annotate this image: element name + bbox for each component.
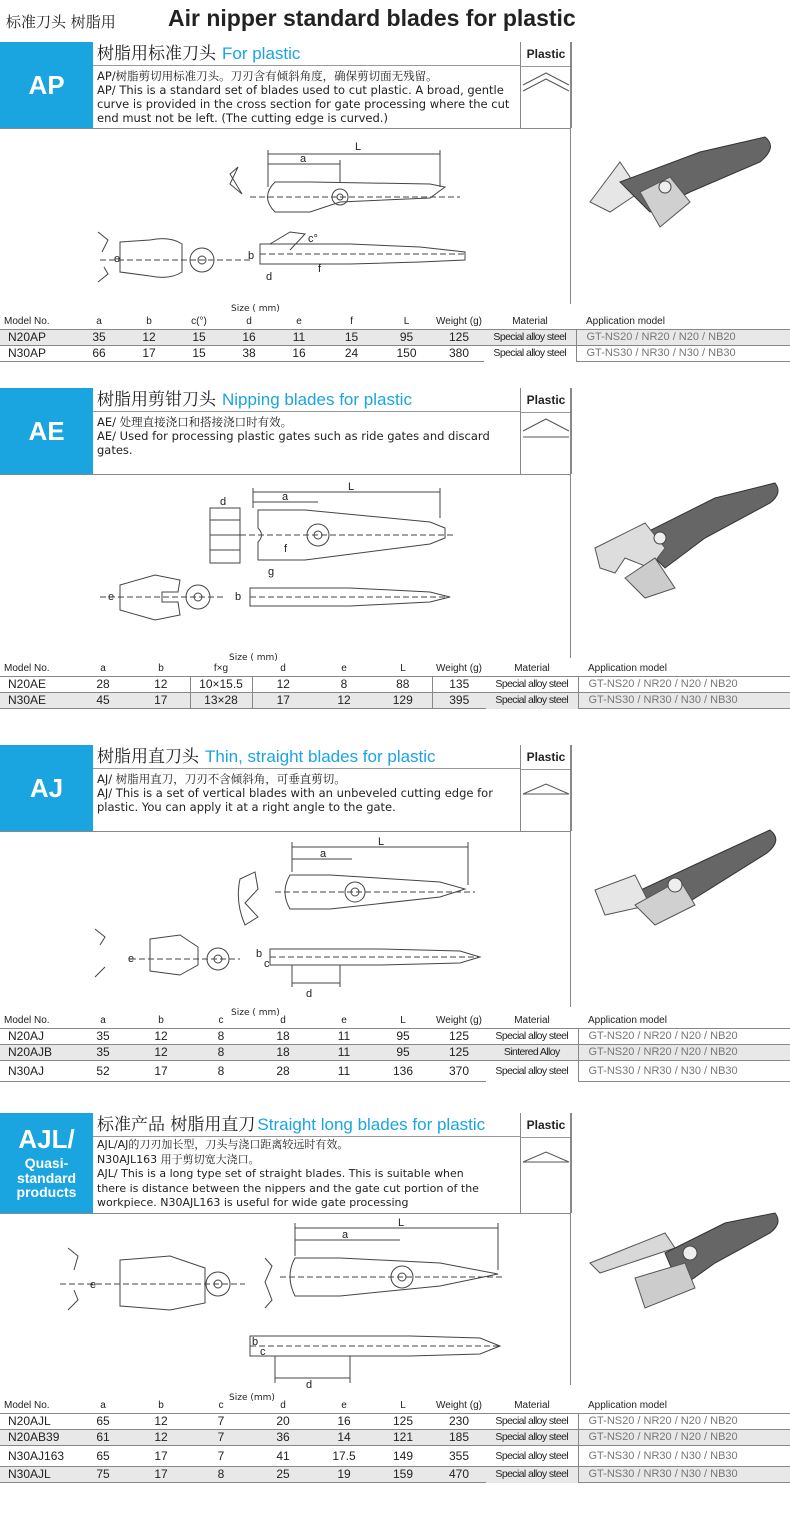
table-cell: N30AE (0, 693, 74, 709)
description-line: AJ/ 树脂用直刀，刀刃不含倾斜角，可垂直剪切。 (97, 772, 346, 786)
section-description (93, 66, 520, 128)
table-header: f (350, 316, 353, 327)
table-cell: 8 (190, 1045, 252, 1061)
description-line: AJL/ This is a long type set of straight blades. This is suitable when (97, 1167, 464, 1180)
table-cell: 7 (190, 1414, 252, 1430)
table-cell: N20AJB (0, 1045, 74, 1061)
table-cell: 395 (432, 693, 486, 709)
table-cell: 35 (74, 330, 124, 346)
dim-label-b: b (248, 250, 255, 262)
table-header: a (100, 663, 106, 674)
table-header: f×g (213, 663, 229, 674)
dim-label-L: L (348, 481, 355, 493)
description-line: AP/树脂剪切用标准刀头。刀刃含有倾斜角度，确保剪切面无残留。 (97, 69, 438, 83)
table-cell: 65 (74, 1446, 132, 1467)
header-title-cn: 标准刀头 树脂用 (6, 13, 116, 31)
description-line: plastic. You can apply it at a right angle to the gate. (97, 800, 396, 814)
description-line: AE/ Used for processing plastic gates such as ride gates and discard (97, 429, 490, 443)
product-photo (585, 1208, 785, 1338)
table-row (0, 1467, 790, 1483)
size-caption: Size ( mm) (231, 304, 280, 314)
section-title-cn: 标准产品 树脂用直刀 (97, 1115, 256, 1135)
table-cell: 355 (432, 1446, 486, 1467)
table-cell: Sintered Alloy (486, 1045, 578, 1061)
size-caption: Size ( mm) (229, 653, 278, 663)
dim-label-c: c (264, 958, 270, 970)
table-cell: 129 (374, 693, 432, 709)
table-cell: GT-NS30 / NR30 / N30 / NB30 (578, 1467, 790, 1483)
description-line: there is distance between the nippers and the gate cut portion of the (97, 1181, 479, 1195)
table-row (0, 1446, 790, 1467)
section-title (93, 1113, 520, 1137)
table-header: Model No. (4, 1015, 50, 1026)
table-cell: GT-NS20 / NR20 / N20 / NB20 (578, 1414, 790, 1430)
table-cell: 125 (434, 330, 484, 346)
description-line: AP/ This is a standard set of blades used to cut plastic. A broad, gentle (97, 83, 504, 97)
table-header: e (341, 1400, 347, 1411)
table-cell: 17 (132, 1467, 190, 1483)
table-cell: 380 (434, 346, 484, 362)
dim-label-a: a (320, 848, 327, 860)
table-cell: 8 (190, 1467, 252, 1483)
table-header: Application model (588, 1400, 667, 1411)
description-line: AE/ 处理直接浇口和搭接浇口时有效。 (97, 415, 293, 429)
table-header: e (341, 1015, 347, 1026)
table-header: d (280, 1015, 286, 1026)
table-header: b (158, 663, 164, 674)
table-cell: 7 (190, 1430, 252, 1446)
dim-label-a: a (342, 1229, 349, 1241)
blade-profile-icon (521, 413, 571, 473)
table-cell: GT-NS20 / NR20 / N20 / NB20 (576, 330, 790, 346)
technical-drawing (90, 132, 490, 302)
table-header: d (280, 1400, 286, 1411)
table-cell: 15 (174, 330, 224, 346)
table-header: Material (514, 1015, 550, 1026)
dim-label-c: c° (308, 233, 318, 245)
description-line: AJL/AJ的刀刃加长型，刀头与浇口距离较远时有效。 (97, 1138, 349, 1151)
table-header: d (246, 316, 252, 327)
technical-drawing (90, 480, 490, 640)
table-header: a (100, 1015, 106, 1026)
section-code-box (0, 42, 93, 128)
spec-table (0, 1013, 790, 1082)
dim-label-e: e (108, 591, 115, 603)
table-cell: Special alloy steel (486, 1029, 578, 1045)
table-cell: 125 (432, 1029, 486, 1045)
table-cell: N20AJ (0, 1029, 74, 1045)
table-cell: 16 (274, 346, 324, 362)
description-line: N30AJL163 用于剪切宽大浇口。 (97, 1152, 260, 1166)
table-cell: N20AP (0, 330, 74, 346)
table-cell: N20AJL (0, 1414, 74, 1430)
section-title (93, 388, 520, 412)
table-header: c (218, 1400, 224, 1411)
material-badge (520, 745, 572, 831)
table-row (0, 330, 790, 346)
table-cell: 17 (124, 346, 174, 362)
table-header: e (296, 316, 302, 327)
table-cell: N30AJ163 (0, 1446, 74, 1467)
table-cell: 370 (432, 1061, 486, 1082)
table-header: Application model (586, 316, 665, 327)
table-cell: Special alloy steel (486, 1061, 578, 1082)
table-cell: GT-NS30 / NR30 / N30 / NB30 (576, 346, 790, 362)
dim-label-b: b (252, 1336, 259, 1348)
table-header: Application model (588, 663, 667, 674)
section-title-cn: 树脂用直刀头 (97, 747, 199, 767)
table-header: d (280, 663, 286, 674)
table-cell: 470 (432, 1467, 486, 1483)
table-cell: 12 (314, 693, 374, 709)
table-cell: 8 (314, 677, 374, 693)
table-cell: Special alloy steel (486, 693, 578, 709)
table-cell: 12 (252, 677, 314, 693)
table-cell: 14 (314, 1430, 374, 1446)
table-header: Model No. (4, 663, 50, 674)
table-header: Weight (g) (436, 1400, 482, 1411)
table-header: b (146, 316, 152, 327)
dim-label-L: L (378, 837, 385, 848)
table-cell: Special alloy steel (486, 1430, 578, 1446)
table-header: Weight (g) (436, 663, 482, 674)
table-cell: GT-NS30 / NR30 / N30 / NB30 (578, 1061, 790, 1082)
material-badge (520, 388, 572, 474)
table-cell: N30AJ (0, 1061, 74, 1082)
section-code: AJL/ (18, 1123, 75, 1154)
material-label: Plastic (521, 1113, 571, 1138)
table-cell: GT-NS30 / NR30 / N30 / NB30 (578, 693, 790, 709)
product-photo (585, 478, 785, 638)
blade-profile-icon (521, 770, 571, 830)
table-header: a (96, 316, 102, 327)
table-cell: Special alloy steel (484, 330, 576, 346)
table-row (0, 1430, 790, 1446)
table-row (0, 346, 790, 362)
table-cell: 18 (252, 1045, 314, 1061)
material-label: Plastic (521, 388, 571, 413)
dim-label-d: d (266, 271, 273, 283)
table-cell: 12 (132, 677, 190, 693)
material-label: Plastic (521, 745, 571, 770)
table-cell: 19 (314, 1467, 374, 1483)
table-cell: 36 (252, 1430, 314, 1446)
table-cell: 24 (324, 346, 379, 362)
spec-table (0, 1398, 790, 1483)
table-header: L (400, 1015, 406, 1026)
table-header: Weight (g) (436, 1015, 482, 1026)
table-cell: N20AB39 (0, 1430, 74, 1446)
dim-label-c: c (260, 1346, 266, 1358)
blade-profile-icon (521, 67, 571, 127)
description-line: gates. (97, 443, 133, 457)
table-cell: Special alloy steel (484, 346, 576, 362)
table-cell: 17 (132, 693, 190, 709)
description-line: curve is provided in the cross section for gate processing where the cut (97, 97, 510, 111)
section-code: AE (28, 416, 65, 446)
table-header: Model No. (4, 1400, 50, 1411)
table-cell: Special alloy steel (486, 677, 578, 693)
table-cell: 35 (74, 1045, 132, 1061)
product-photo (580, 132, 780, 282)
dim-label-b: b (256, 948, 263, 960)
size-caption: Size ( mm) (231, 1008, 280, 1018)
description-line: AJ/ This is a set of vertical blades with an unbeveled cutting edge for (97, 786, 493, 800)
table-cell: 12 (132, 1414, 190, 1430)
table-cell: Special alloy steel (486, 1446, 578, 1467)
section-title-cn: 树脂用标准刀头 (97, 44, 216, 64)
table-cell: 12 (132, 1430, 190, 1446)
section-ajl (0, 1113, 790, 1526)
table-header: Material (514, 1400, 550, 1411)
section-ap (0, 42, 790, 372)
table-cell: 230 (432, 1414, 486, 1430)
dim-label-a: a (282, 491, 289, 503)
table-cell: 8 (190, 1061, 252, 1082)
section-code-box (0, 745, 93, 831)
table-cell: 61 (74, 1430, 132, 1446)
table-cell: 41 (252, 1446, 314, 1467)
product-photo (585, 825, 785, 975)
table-cell: 52 (74, 1061, 132, 1082)
table-cell: 121 (374, 1430, 432, 1446)
table-cell: 15 (324, 330, 379, 346)
section-title-en: Thin, straight blades for plastic (205, 747, 436, 766)
section-title (93, 42, 520, 66)
table-cell: 28 (252, 1061, 314, 1082)
blade-profile-icon (521, 1138, 571, 1208)
dim-label-d: d (306, 988, 313, 1000)
table-cell: 125 (432, 1045, 486, 1061)
dim-label-e: e (90, 1279, 97, 1291)
dim-label-f: f (318, 263, 322, 275)
table-header: c (218, 1015, 224, 1026)
material-badge (520, 1113, 572, 1213)
section-title (93, 745, 520, 769)
table-cell: 159 (374, 1467, 432, 1483)
section-title-cn: 树脂用剪钳刀头 (97, 390, 216, 410)
table-cell: 16 (314, 1414, 374, 1430)
section-code: AJ (29, 773, 64, 803)
table-cell: 11 (314, 1029, 374, 1045)
table-header: b (158, 1400, 164, 1411)
table-header: Material (512, 316, 548, 327)
table-cell: 7 (190, 1446, 252, 1467)
table-cell: 28 (74, 677, 132, 693)
table-cell: Special alloy steel (486, 1414, 578, 1430)
table-cell: 17 (252, 693, 314, 709)
table-cell: 35 (74, 1029, 132, 1045)
table-header: Weight (g) (436, 316, 482, 327)
table-cell: Special alloy steel (486, 1467, 578, 1483)
dim-label-e: e (128, 953, 135, 965)
dim-label-d: d (306, 1379, 313, 1388)
dim-label-e: e (114, 253, 121, 265)
section-code: AP (28, 70, 65, 100)
table-cell: 11 (274, 330, 324, 346)
table-cell: GT-NS20 / NR20 / N20 / NB20 (578, 1045, 790, 1061)
table-cell: 45 (74, 693, 132, 709)
table-row (0, 1061, 790, 1082)
table-cell: 38 (224, 346, 274, 362)
table-cell: GT-NS20 / NR20 / N20 / NB20 (578, 677, 790, 693)
table-header: L (400, 663, 406, 674)
table-cell: 20 (252, 1414, 314, 1430)
table-cell: 16 (224, 330, 274, 346)
table-cell: 75 (74, 1467, 132, 1483)
table-cell: 12 (132, 1045, 190, 1061)
table-header: e (341, 663, 347, 674)
page-header (0, 0, 790, 42)
table-cell: 88 (374, 677, 432, 693)
dim-label-d: d (220, 496, 227, 508)
section-code-box (0, 1113, 93, 1213)
table-header: L (403, 316, 410, 327)
dim-label-a: a (300, 153, 307, 165)
section-title-en: Nipping blades for plastic (222, 390, 412, 409)
table-cell: 95 (374, 1029, 432, 1045)
size-caption: Size (mm) (229, 1393, 275, 1403)
table-header: b (158, 1015, 164, 1026)
material-label: Plastic (521, 42, 571, 67)
table-cell: GT-NS20 / NR20 / N20 / NB20 (578, 1029, 790, 1045)
table-cell: 8 (190, 1029, 252, 1045)
table-cell: 11 (314, 1045, 374, 1061)
table-row (0, 1414, 790, 1430)
dim-label-g: g (268, 566, 275, 578)
table-cell: N30AP (0, 346, 74, 362)
section-code-subtitle: Quasi-standard products (16, 1154, 77, 1201)
table-cell: 12 (124, 330, 174, 346)
table-cell: 17 (132, 1061, 190, 1082)
section-code-box (0, 388, 93, 474)
table-cell: 18 (252, 1029, 314, 1045)
table-cell: 95 (374, 1045, 432, 1061)
table-row (0, 677, 790, 693)
dim-label-f: f (284, 543, 288, 555)
description-line: end must not be left. (The cutting edge is curved.) (97, 111, 388, 125)
technical-drawing (60, 1218, 510, 1388)
dim-label-b: b (235, 591, 242, 603)
table-cell: 65 (74, 1414, 132, 1430)
section-title-en: Straight long blades for plastic (257, 1115, 486, 1134)
table-cell: 149 (374, 1446, 432, 1467)
table-cell: 17 (132, 1446, 190, 1467)
description-line: workpiece. N30AJL163 is useful for wide gate processing (97, 1196, 409, 1209)
dim-label-L: L (355, 141, 362, 153)
material-badge (520, 42, 572, 128)
section-description (93, 769, 520, 831)
section-title-en: For plastic (222, 44, 301, 63)
table-header: a (100, 1400, 106, 1411)
table-row (0, 693, 790, 709)
header-title-en: Air nipper standard blades for plastic (168, 5, 576, 31)
table-cell: 15 (174, 346, 224, 362)
technical-drawing (80, 837, 500, 1002)
table-row (0, 1029, 790, 1045)
table-cell: 10×15.5 (190, 677, 252, 693)
table-cell: 66 (74, 346, 124, 362)
section-description (93, 1137, 520, 1215)
table-header: c(°) (191, 316, 207, 327)
table-cell: N20AE (0, 677, 74, 693)
table-header: Material (514, 663, 550, 674)
table-cell: 185 (432, 1430, 486, 1446)
table-cell: GT-NS20 / NR20 / N20 / NB20 (578, 1430, 790, 1446)
table-cell: 135 (432, 677, 486, 693)
table-cell: GT-NS30 / NR30 / N30 / NB30 (578, 1446, 790, 1467)
section-description (93, 412, 520, 474)
table-cell: N30AJL (0, 1467, 74, 1483)
dim-label-L: L (398, 1218, 405, 1229)
table-header: Model No. (4, 316, 50, 327)
table-header: Application model (588, 1015, 667, 1026)
section-aj (0, 745, 790, 1080)
table-cell: 13×28 (190, 693, 252, 709)
table-cell: 150 (379, 346, 434, 362)
table-cell: 125 (374, 1414, 432, 1430)
table-header: L (400, 1400, 406, 1411)
table-cell: 25 (252, 1467, 314, 1483)
table-cell: 12 (132, 1029, 190, 1045)
table-cell: 11 (314, 1061, 374, 1082)
table-cell: 95 (379, 330, 434, 346)
spec-table (0, 661, 790, 709)
section-ae (0, 388, 790, 718)
table-cell: 17.5 (314, 1446, 374, 1467)
table-row (0, 1045, 790, 1061)
spec-table (0, 314, 790, 362)
table-cell: 136 (374, 1061, 432, 1082)
